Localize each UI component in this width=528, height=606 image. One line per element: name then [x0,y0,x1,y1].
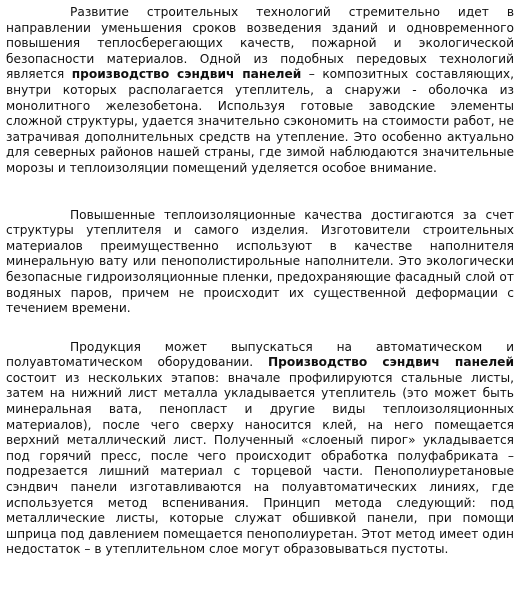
paragraph-production-text-before: Продукция может выпускаться на автоматическом и полуавтоматическом оборудовании. [6,339,514,370]
paragraph-intro [6,5,514,177]
keyword-sandwich-panel-production: Производство сэндвич панелей [267,355,514,370]
paragraph-intro-text-after: – композитных составляющих, внутри которых располагается утеплитель, а снаружи - оболочка из монолитного железобетона. Используя готовые заводские элементы сложной структуры, удается значительно сэкономить на стоимости работ, не затрачивая дополнительных средств на утепление. Это особенно актуально для северных районов нашей страны, где зимой наблюдаются значительные морозы и теплоизоляции помещений уделяется особое внимание. [6,67,515,175]
paragraph-production [6,340,514,558]
keyword-sandwich-panel-production: производство сэндвич панелей [71,67,302,82]
paragraph-intro-text-before: Развитие строительных технологий стремительно идет в направлении уменьшения сроков возведения зданий и одновременного повышения теплосберегающих качеств, пожарной и экологической безопасности материалов. Одной из подобных передовых технологий является [6,5,514,82]
paragraph-production-text-after: состоит из нескольких этапов: вначале профилируются стальные листы, затем на нижний лист металла укладывается утеплитель (это может быть минеральная вата, пенопласт и другие виды теплоизоляционных материалов), после чего сверху наносится клей, на него помещается верхний металлический лист. Полученный «слоеный пирог» укладывается под горячий пресс, после чего происходит обработка полуфабриката – подрезается лишний материал с торцевой части. Пенополиуретановые сэндвич панели изготавливаются на полуавтоматических линиях, где используется метод вспенивания. Принцип метода следующий: под металлические листы, которые служат обшивкой панели, при помощи шприца под давлением помещается пенополиуретан. Этот метод имеет один недостаток – в утеплительном слое могут образовываться пустоты. [6,370,514,557]
paragraph-insulation [6,208,514,317]
paragraph-insulation-text: Повышенные теплоизоляционные качества достигаются за счет структуры утеплителя и самого изделия. Изготовители строительных материалов преимущественно используют в качестве наполнителя минеральную вату или пенополистирольные наполнители. Это экологически безопасные гидроизоляционные пленки, предохраняющие фасадный слой от водяных паров, причем не происходит их существенной деформации с течением времени. [6,207,514,316]
